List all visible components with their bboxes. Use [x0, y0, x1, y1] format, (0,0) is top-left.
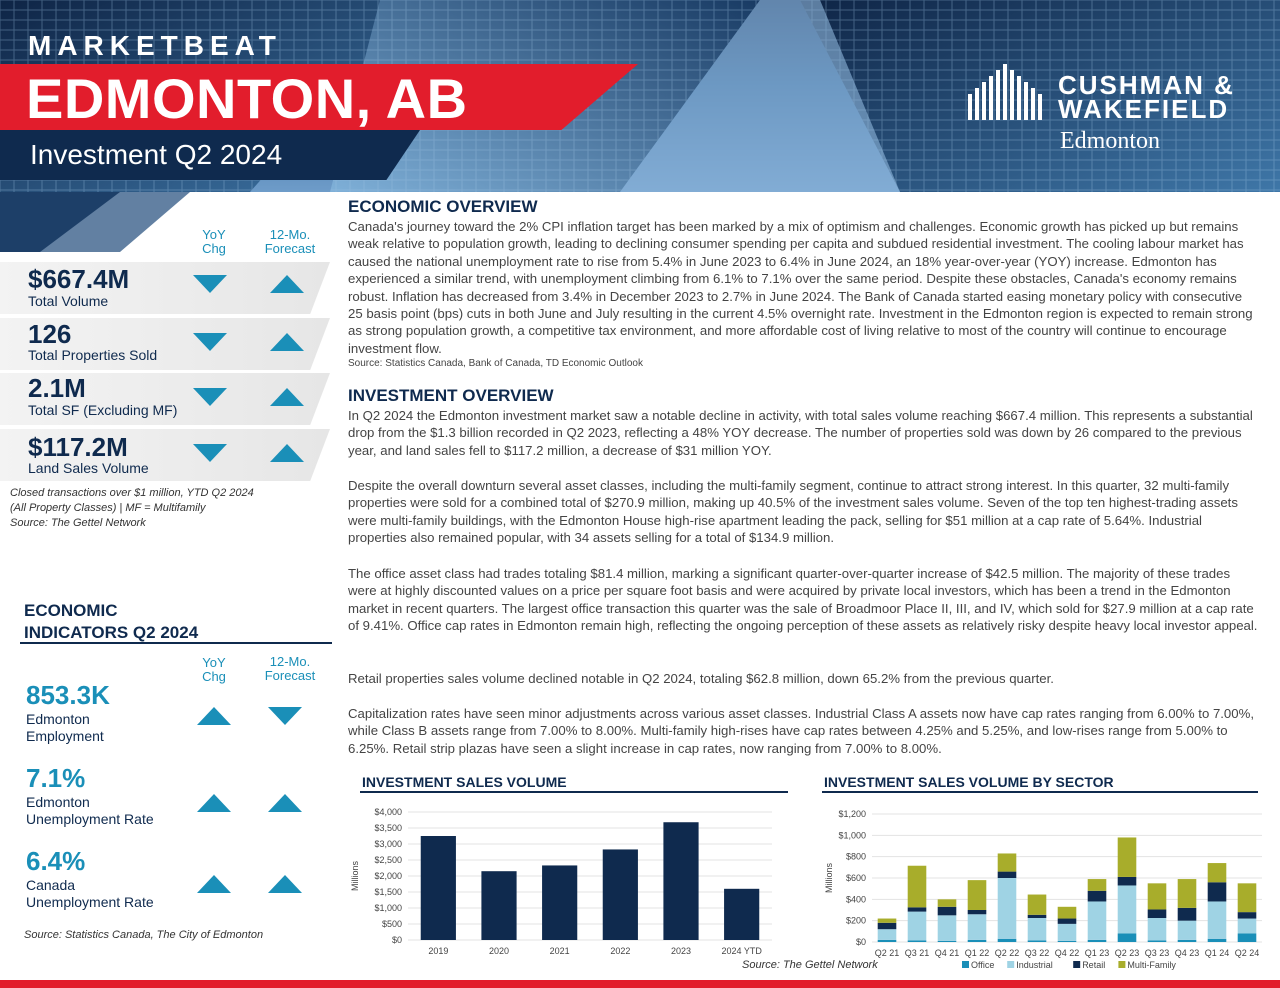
- bar-segment: [1118, 877, 1137, 886]
- bar-segment: [998, 878, 1017, 939]
- bar-segment: [968, 914, 987, 940]
- arrow-down-icon: [193, 333, 227, 351]
- x-tick-label: 2019: [428, 946, 449, 956]
- indicator-value: 6.4%: [26, 846, 86, 876]
- x-tick-label: Q2 21: [874, 948, 900, 958]
- arrow-up-icon: [270, 275, 304, 293]
- bar-segment: [1148, 883, 1167, 909]
- bar-segment: [1028, 918, 1047, 940]
- bar-segment: [878, 923, 897, 929]
- x-tick-label: Q2 23: [1114, 948, 1140, 958]
- indicator-label: Employment: [26, 728, 104, 744]
- stat-value: $667.4M: [28, 264, 130, 294]
- bar-segment: [1148, 918, 1167, 940]
- header-banner: [0, 0, 1280, 192]
- bar-segment: [1028, 895, 1047, 915]
- bar-segment: [908, 940, 927, 942]
- y-tick-label: $1,000: [838, 830, 866, 841]
- x-tick-label: Q3 22: [1024, 948, 1050, 958]
- y-tick-label: $3,500: [374, 823, 402, 833]
- page-title: EDMONTON, AB: [26, 67, 468, 130]
- indicators-col-forecast: 12-Mo. Forecast: [264, 654, 316, 683]
- stat-label: Total Volume: [28, 293, 109, 309]
- legend-swatch: [962, 961, 969, 968]
- bar-segment: [938, 915, 957, 941]
- x-tick-label: 2020: [488, 946, 510, 956]
- bar-segment: [1208, 863, 1227, 882]
- y-tick-label: $1,200: [838, 809, 866, 819]
- indicators-col-yoy: YoY Chg: [202, 655, 226, 684]
- investment-paragraph: Retail properties sales volume declined notable in Q2 2024, totaling $62.8 million, down 65.2% from the previous quarter.: [348, 671, 1054, 686]
- logo-text-wakefield: WAKEFIELD: [1058, 94, 1230, 124]
- legend-swatch: [1007, 961, 1014, 968]
- arrow-down-icon: [193, 388, 227, 406]
- footer-bar: [0, 980, 1280, 988]
- x-tick-label: 2021: [549, 946, 570, 956]
- bar-segment: [878, 940, 897, 942]
- bar-segment: [908, 907, 927, 911]
- indicator-value: 853.3K: [26, 680, 110, 710]
- bar-segment: [938, 941, 957, 942]
- y-tick-label: $0: [855, 937, 866, 947]
- bar-segment: [1058, 919, 1077, 924]
- x-tick-label: Q3 23: [1144, 948, 1170, 958]
- bar-segment: [878, 919, 897, 923]
- bar-segment: [1208, 901, 1227, 938]
- y-tick-label: $1,000: [374, 903, 402, 913]
- legend-label: Multi-Family: [1127, 960, 1176, 970]
- arrow-down-icon: [193, 444, 227, 462]
- chart2-rule: [822, 791, 1258, 793]
- bar: [663, 822, 698, 940]
- bar-segment: [1028, 915, 1047, 918]
- y-tick-label: $400: [845, 894, 866, 905]
- y-tick-label: $200: [845, 915, 866, 926]
- bar: [421, 836, 456, 940]
- chart2-title: INVESTMENT SALES VOLUME BY SECTOR: [824, 774, 1114, 790]
- stat-value: $117.2M: [28, 432, 128, 462]
- indicators-title-line2: INDICATORS Q2 2024: [24, 623, 199, 642]
- bar: [603, 849, 638, 940]
- sales-volume-by-sector-chart: [820, 800, 1270, 976]
- bar-segment: [1238, 883, 1257, 912]
- indicator-label: Edmonton: [26, 794, 90, 810]
- stat-value: 126: [28, 319, 72, 349]
- bar-segment: [878, 929, 897, 940]
- bar-segment: [938, 907, 957, 916]
- bar-segment: [998, 939, 1017, 942]
- arrow-up-icon: [270, 444, 304, 462]
- stats-note: Closed transactions over $1 million, YTD Q2 2024: [10, 487, 254, 499]
- investment-overview-title: INVESTMENT OVERVIEW: [348, 386, 554, 405]
- economic-overview-body: Canada's journey toward the 2% CPI inflation target has been marked by a mix of optimism and challenges. Economic growth has picked up but remains weak relative to population growth, leading to declining consumer spending per capita and subdued residential investment. The cooling labour market has caused the national unemployment rate to rise from 5.4% in June 2023 to 6.4% in June 2024, an 18% year-over-year (YOY) increase. Edmonton has experienced a similar trend, with unemployment climbing from 6.1% to 7.1% over the same period. Despite these obstacles, Canada's economy remains robust. Inflation has decreased from 3.4% in December 2023 to 2.7% in June 2024. The Bank of Canada started easing monetary policy with consecutive 25 basis point (bps) cuts in both June and July resulting in the current 4.5% overnight rate. Investment in the Edmonton region is expected to remain strong as strong population growth, a competitive tax environment, and more affordable cost of living relative to most of the country will continue to encourage investment flow.: [348, 219, 1253, 356]
- x-tick-label: 2024 YTD: [721, 946, 762, 956]
- y-tick-label: $2,500: [374, 855, 402, 865]
- x-tick-label: Q4 21: [934, 948, 960, 958]
- investment-paragraph: Capitalization rates have seen minor adjustments across various asset classes. Industrial Class A assets now have cap rates ranging from 6.00% to 7.00%, while Class B assets range from 7.00% to 8.00%. Multi-family high-rises have cap rates between 4.25% and 5.25%, and low-rises range from 5.00% to 6.25%. Retail strip plazas have seen a slight increase in cap rates, now ranging from 7.00% to 8.00%.: [348, 706, 1254, 756]
- y-tick-label: $4,000: [374, 807, 402, 817]
- legend-swatch: [1073, 961, 1080, 968]
- stats-source: Source: The Gettel Network: [10, 517, 146, 529]
- y-tick-label: $1,500: [374, 887, 402, 897]
- page-subtitle: Investment Q2 2024: [30, 139, 283, 170]
- indicators-source: Source: Statistics Canada, The City of Edmonton: [24, 929, 264, 941]
- arrow-down-icon: [193, 275, 227, 293]
- bar-segment: [968, 910, 987, 914]
- x-tick-label: 2023: [670, 946, 692, 956]
- y-tick-label: $0: [391, 935, 402, 945]
- bar-segment: [1088, 879, 1107, 891]
- bar-segment: [1178, 921, 1197, 940]
- x-tick-label: Q1 24: [1204, 948, 1230, 958]
- x-tick-label: Q4 23: [1174, 948, 1200, 958]
- bar-segment: [1118, 933, 1137, 942]
- legend-label: Retail: [1082, 960, 1106, 970]
- arrow-up-icon: [268, 794, 302, 812]
- bar-segment: [908, 866, 927, 908]
- logo-text-edmonton: Edmonton: [1060, 128, 1160, 154]
- stat-value: 2.1M: [28, 373, 86, 403]
- bar-segment: [1238, 919, 1257, 934]
- indicator-label: Edmonton: [26, 711, 90, 727]
- y-axis-label: Millions: [824, 862, 834, 894]
- chart-source: Source: The Gettel Network: [742, 959, 878, 971]
- bar-segment: [908, 912, 927, 941]
- arrow-up-icon: [268, 875, 302, 893]
- bar: [481, 871, 516, 940]
- y-tick-label: $3,000: [374, 839, 402, 849]
- indicator-label: Unemployment Rate: [26, 894, 154, 910]
- stat-label: Total Properties Sold: [28, 347, 158, 363]
- y-tick-label: $500: [381, 919, 402, 929]
- x-tick-label: Q1 22: [964, 948, 990, 958]
- bar-segment: [968, 880, 987, 910]
- arrow-up-icon: [270, 388, 304, 406]
- stats-col-forecast: 12-Mo. Forecast: [264, 227, 316, 256]
- y-axis-label: Millions: [350, 860, 360, 892]
- x-tick-label: Q1 23: [1084, 948, 1110, 958]
- arrow-up-icon: [197, 794, 231, 812]
- bar-segment: [1238, 912, 1257, 918]
- logo-bars-icon: [966, 64, 1048, 120]
- bar-segment: [1088, 901, 1107, 939]
- bar-segment: [1028, 940, 1047, 942]
- logo-text-cushman: CUSHMAN &: [1058, 70, 1235, 100]
- investment-paragraph: The office asset class had trades totaling $81.4 million, marking a significant quarter-over-quarter increase of $42.5 million. The majority of these trades were at highly discounted values on a price per square foot basis and were acquired by private local investors, which has been a trend in the Edmonton market in recent quarters. The largest office transaction this quarter was the sale of Broadmoor Place II, III, and IV, which sold for $27.9 million at a cap rate of 9.41%. Office cap rates in Edmonton remain high, reflecting the ongoing perception of these assets as relatively risky despite heavy local investor appeal.: [348, 566, 1258, 634]
- x-tick-label: Q4 22: [1054, 948, 1080, 958]
- indicator-label: Unemployment Rate: [26, 811, 154, 827]
- bar-segment: [1178, 940, 1197, 942]
- bar-segment: [1178, 879, 1197, 908]
- y-tick-label: $2,000: [374, 871, 402, 881]
- bar-segment: [1148, 940, 1167, 942]
- investment-paragraph: In Q2 2024 the Edmonton investment market saw a notable decline in activity, with total sales volume reaching $667.4 million. This represents a substantial drop from the $1.3 billion recorded in Q2 2023, reflecting a 48% YOY decrease. The number of properties sold was down by 26 compared to the previous year, and land sales fell to $117.2 million, a decrease of $31 million YOY.: [348, 408, 1253, 458]
- bar-segment: [938, 899, 957, 906]
- indicator-label: Canada: [26, 877, 76, 893]
- cushman-wakefield-logo: [966, 58, 1266, 158]
- stats-col-yoy: YoY Chg: [202, 227, 226, 256]
- bar-segment: [1118, 837, 1137, 876]
- bar-segment: [1208, 882, 1227, 901]
- stat-label: Land Sales Volume: [28, 460, 149, 476]
- bar-segment: [1118, 885, 1137, 933]
- stat-label: Total SF (Excluding MF): [28, 402, 178, 418]
- arrow-up-icon: [270, 333, 304, 351]
- arrow-up-icon: [197, 707, 231, 725]
- y-tick-label: $800: [845, 851, 866, 862]
- bar-segment: [1058, 907, 1077, 919]
- investment-sales-volume-chart: [346, 800, 786, 962]
- legend-label: Office: [971, 960, 995, 970]
- bar-segment: [1088, 891, 1107, 902]
- bar-segment: [998, 872, 1017, 878]
- bar-segment: [1178, 908, 1197, 921]
- arrow-down-icon: [268, 707, 302, 725]
- x-tick-label: Q2 24: [1234, 948, 1260, 958]
- chart1-rule: [360, 791, 788, 793]
- bar: [724, 889, 759, 940]
- bar-segment: [1148, 909, 1167, 918]
- economic-overview-source: Source: Statistics Canada, Bank of Canada, TD Economic Outlook: [348, 358, 643, 369]
- arrow-up-icon: [197, 875, 231, 893]
- bar-segment: [1208, 939, 1227, 942]
- x-tick-label: Q3 21: [904, 948, 930, 958]
- economic-overview-title: ECONOMIC OVERVIEW: [348, 197, 538, 216]
- bar: [542, 865, 577, 940]
- x-tick-label: 2022: [610, 946, 631, 956]
- indicators-title-line1: ECONOMIC: [24, 601, 118, 620]
- kicker-marketbeat: MARKETBEAT: [28, 30, 282, 61]
- chart1-title: INVESTMENT SALES VOLUME: [362, 774, 567, 790]
- stats-note: (All Property Classes) | MF = Multifamily: [10, 502, 206, 514]
- bar-segment: [1088, 940, 1107, 942]
- bar-segment: [1058, 941, 1077, 942]
- indicators-divider: [20, 642, 332, 644]
- x-tick-label: Q2 22: [994, 948, 1020, 958]
- bar-segment: [1058, 924, 1077, 941]
- legend-swatch: [1118, 961, 1125, 968]
- bar-segment: [998, 853, 1017, 871]
- legend-label: Industrial: [1016, 960, 1053, 970]
- y-tick-label: $600: [845, 873, 866, 883]
- bar-segment: [1238, 933, 1257, 942]
- indicator-value: 7.1%: [26, 763, 86, 793]
- bar-segment: [968, 940, 987, 942]
- investment-paragraph: Despite the overall downturn several asset classes, including the multi-family segment, continue to attract strong interest. In this quarter, 32 multi-family properties were sold for a combined total of $270.9 million, making up 40.5% of the investment sales volume. Seven of the top ten highest-trading assets were multi-family buildings, with the Edmonton House high-rise apartment leading the pack, selling for $51 million at a cap rate of 5.64%. Industrial properties also remained popular, with 34 assets selling for a total of $134.9 million.: [348, 478, 1238, 546]
